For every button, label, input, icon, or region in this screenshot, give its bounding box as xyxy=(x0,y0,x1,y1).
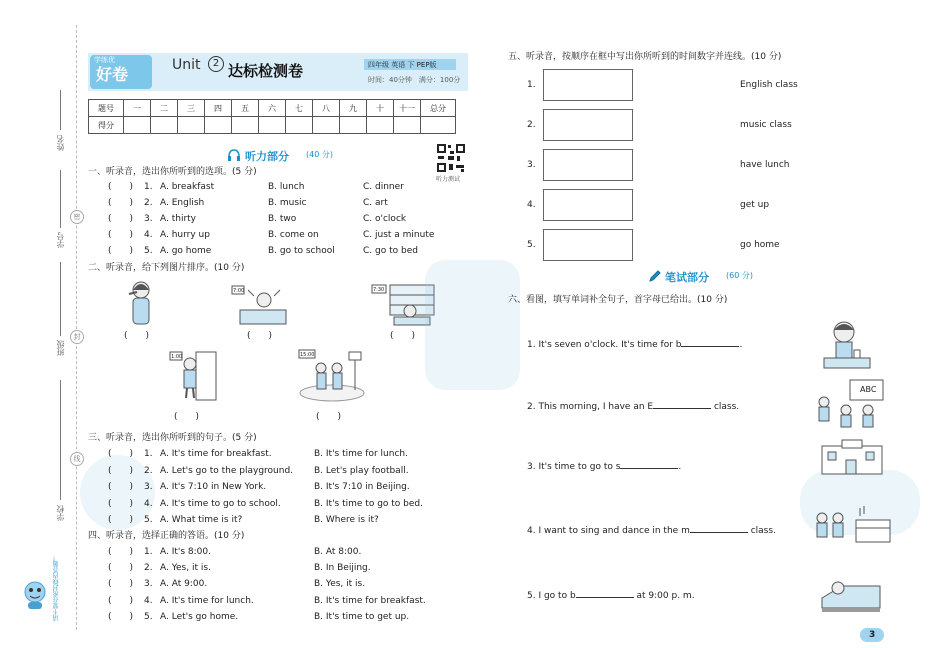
number-label: 学号 xyxy=(56,232,65,248)
section4-title: 四、听录音，选择正确的答语。(10 分) xyxy=(88,531,245,541)
option-a: A. It's 7:10 in New York. xyxy=(160,482,267,492)
score-cell[interactable] xyxy=(313,117,340,134)
option-a: A. go home xyxy=(160,246,212,256)
sentence-text: class. xyxy=(711,402,740,412)
option-b: B. Let's play football. xyxy=(314,466,409,476)
item-number: 2. xyxy=(144,466,153,476)
picture-girl-breakfast xyxy=(822,318,872,370)
score-cell[interactable] xyxy=(394,117,421,134)
item-number: 3. xyxy=(527,160,536,170)
item-number: 2. xyxy=(527,120,536,130)
unit-label: Unit xyxy=(172,57,201,73)
option-c: C. dinner xyxy=(363,182,404,192)
answer-paren[interactable]: ( ) xyxy=(108,449,134,459)
item-number: 5. xyxy=(144,515,153,525)
logo-top-text: 学练优 xyxy=(94,56,115,64)
table-cell: 总分 xyxy=(421,100,456,117)
item-number: 4. xyxy=(144,596,153,606)
option-a: A. breakfast xyxy=(160,182,215,192)
answer-paren[interactable]: ( ) xyxy=(108,579,134,589)
class-label: 班级 xyxy=(56,340,65,356)
score-cell[interactable] xyxy=(340,117,367,134)
clock-label: 1:00 xyxy=(171,354,183,360)
answer-paren[interactable]: ( ) xyxy=(108,499,134,509)
option-c: C. o'clock xyxy=(363,214,407,224)
fill-sentence-3 xyxy=(527,460,681,473)
option-a: A. English xyxy=(160,198,205,208)
answer-paren[interactable]: ( ) xyxy=(316,412,342,422)
binding-dashed-line xyxy=(76,25,77,630)
clock-label: 7:00 xyxy=(233,288,245,294)
sentence-text: class. xyxy=(747,526,776,536)
option-c: C. go to bed xyxy=(363,246,418,256)
table-cell: 题号 xyxy=(89,100,124,117)
item-number: 1. xyxy=(144,547,153,557)
picture-girl-going-to-bed xyxy=(818,568,883,614)
option-a: A. What time is it? xyxy=(160,515,243,525)
logo-main-text: 好卷 xyxy=(96,65,129,84)
activity-label[interactable]: music class xyxy=(740,120,792,130)
picture-school xyxy=(812,438,890,478)
pencil-icon xyxy=(648,268,662,282)
fill-sentence-1 xyxy=(527,338,742,351)
sentence-text: 1. It's seven o'clock. It's time for b xyxy=(527,340,682,350)
option-a: A. It's time to go to school. xyxy=(160,499,281,509)
item-number: 1. xyxy=(144,182,153,192)
answer-paren[interactable]: ( ) xyxy=(174,412,200,422)
option-a: A. Let's go home. xyxy=(160,612,239,622)
option-a: A. Let's go to the playground. xyxy=(160,466,294,476)
score-table-header-row xyxy=(89,100,456,117)
option-a: A. It's 8:00. xyxy=(160,547,211,557)
score-cell[interactable] xyxy=(286,117,313,134)
option-b: B. Yes, it is. xyxy=(314,579,366,589)
listening-points: (40 分) xyxy=(306,150,333,159)
name-line xyxy=(60,90,61,130)
abc-label: ABC xyxy=(860,385,877,394)
answer-paren[interactable]: ( ) xyxy=(108,612,134,622)
item-number: 5. xyxy=(144,246,153,256)
school-label: 学校 xyxy=(56,505,65,521)
listening-title: 听力部分 xyxy=(245,150,289,163)
answer-blank[interactable] xyxy=(690,524,748,533)
section5-title: 五、听录音，按顺序在框中写出你所听到的时间数字并连线。(10 分) xyxy=(508,52,782,62)
score-table-score-row xyxy=(89,117,456,134)
clock-label: 15:00 xyxy=(300,352,315,358)
page-title: 达标检测卷 xyxy=(228,62,304,80)
number-line xyxy=(60,170,61,228)
picture-girl-brushing-teeth xyxy=(115,278,160,328)
writing-points: (60 分) xyxy=(726,271,753,280)
table-cell: 得分 xyxy=(89,117,124,134)
mascot-note: 请不要在密封线内答题！ xyxy=(53,555,60,621)
section6-title: 六、看图，填写单词补全句子，首字母已给出。(10 分) xyxy=(508,295,728,305)
watermark-logo xyxy=(425,260,520,390)
score-cell[interactable] xyxy=(367,117,394,134)
option-b: B. It's time for lunch. xyxy=(314,449,408,459)
item-number: 1. xyxy=(527,80,536,90)
item-number: 1. xyxy=(144,449,153,459)
time-answer-box[interactable] xyxy=(543,189,633,221)
table-cell: 一 xyxy=(124,100,151,117)
answer-paren[interactable]: ( ) xyxy=(108,214,134,224)
table-cell: 五 xyxy=(232,100,259,117)
option-c: C. just a minute xyxy=(363,230,435,240)
score-cell[interactable] xyxy=(124,117,151,134)
item-number: 4. xyxy=(527,200,536,210)
section1-title: 一、听录音，选出你所听到的选项。(5 分) xyxy=(88,167,257,177)
option-b: B. It's 7:10 in Beijing. xyxy=(314,482,410,492)
answer-paren[interactable]: ( ) xyxy=(108,515,134,525)
item-number: 4. xyxy=(144,230,153,240)
option-b: B. two xyxy=(268,214,297,224)
activity-label[interactable]: English class xyxy=(740,80,798,90)
item-number: 3. xyxy=(144,579,153,589)
item-number: 4. xyxy=(144,499,153,509)
option-a: A. hurry up xyxy=(160,230,210,240)
line-mark: 线 xyxy=(70,452,84,466)
clock-label: 7:30 xyxy=(373,287,385,293)
item-number: 5. xyxy=(527,240,536,250)
headphones-icon xyxy=(227,147,241,161)
qr-code[interactable] xyxy=(436,143,466,173)
sentence-text: . xyxy=(678,462,682,472)
page-number: 3 xyxy=(869,630,876,640)
answer-paren[interactable]: ( ) xyxy=(108,230,134,240)
time-answer-box[interactable] xyxy=(543,69,633,101)
answer-blank[interactable] xyxy=(681,338,739,347)
grade-info: 四年级 英语 下 PEP版 xyxy=(368,61,437,69)
score-cell[interactable] xyxy=(205,117,232,134)
option-b: B. It's time to get up. xyxy=(314,612,410,622)
picture-music-class xyxy=(810,500,894,550)
fill-sentence-4 xyxy=(527,524,776,537)
class-line xyxy=(60,262,61,336)
answer-paren[interactable]: ( ) xyxy=(108,596,134,606)
sentence-text: 2. This morning, I have an E xyxy=(527,402,654,412)
sentence-text: . xyxy=(739,340,743,350)
answer-paren[interactable]: ( ) xyxy=(108,246,134,256)
answer-blank[interactable] xyxy=(576,589,634,598)
score-cell[interactable] xyxy=(232,117,259,134)
time-answer-box[interactable] xyxy=(543,149,633,181)
activity-label[interactable]: have lunch xyxy=(740,160,790,170)
section2-title: 二、听录音，给下列图片排序。(10 分) xyxy=(88,263,245,273)
option-b: B. lunch xyxy=(268,182,305,192)
answer-paren[interactable]: ( ) xyxy=(124,331,150,341)
time-info: 时间：40分钟 满分：100分 xyxy=(368,76,461,84)
score-cell[interactable] xyxy=(151,117,178,134)
fill-sentence-5 xyxy=(527,589,695,602)
answer-paren[interactable]: ( ) xyxy=(108,182,134,192)
option-a: A. Yes, it is. xyxy=(160,563,211,573)
score-cell[interactable] xyxy=(259,117,286,134)
answer-blank[interactable] xyxy=(620,460,678,469)
answer-paren[interactable]: ( ) xyxy=(108,482,134,492)
answer-paren[interactable]: ( ) xyxy=(108,547,134,557)
item-number: 5. xyxy=(144,612,153,622)
option-b: B. It's time for breakfast. xyxy=(314,596,426,606)
answer-blank[interactable] xyxy=(653,400,711,409)
sentence-text: at 9:00 p. m. xyxy=(633,591,695,601)
item-number: 2. xyxy=(144,198,153,208)
option-b: B. At 8:00. xyxy=(314,547,362,557)
answer-paren[interactable]: ( ) xyxy=(108,198,134,208)
sentence-text: 4. I want to sing and dance in the m xyxy=(527,526,690,536)
table-cell: 三 xyxy=(178,100,205,117)
table-cell: 二 xyxy=(151,100,178,117)
table-cell: 八 xyxy=(313,100,340,117)
table-cell: 九 xyxy=(340,100,367,117)
option-b: B. go to school xyxy=(268,246,335,256)
sentence-text: 5. I go to b xyxy=(527,591,576,601)
activity-label[interactable]: get up xyxy=(740,200,770,210)
score-table xyxy=(88,99,456,134)
score-cell[interactable] xyxy=(178,117,205,134)
sentence-text: 3. It's time to go to s xyxy=(527,462,621,472)
item-number: 2. xyxy=(144,563,153,573)
time-answer-box[interactable] xyxy=(543,109,633,141)
option-b: B. come on xyxy=(268,230,319,240)
name-label: 姓名 xyxy=(56,135,65,151)
table-cell: 四 xyxy=(205,100,232,117)
item-number: 3. xyxy=(144,482,153,492)
option-a: A. At 9:00. xyxy=(160,579,208,589)
option-b: B. It's time to go to bed. xyxy=(314,499,423,509)
option-b: B. Where is it? xyxy=(314,515,379,525)
unit-number: 2 xyxy=(208,56,224,72)
answer-paren[interactable]: ( ) xyxy=(390,331,416,341)
option-b: B. music xyxy=(268,198,307,208)
item-number: 3. xyxy=(144,214,153,224)
answer-paren[interactable]: ( ) xyxy=(108,563,134,573)
qr-label: 听力测试 xyxy=(436,176,461,183)
answer-paren[interactable]: ( ) xyxy=(108,466,134,476)
table-cell: 十一 xyxy=(394,100,421,117)
seal-mark: 密 xyxy=(70,210,84,224)
section3-title: 三、听录音，选出你所听到的句子。(5 分) xyxy=(88,433,257,443)
table-cell: 十 xyxy=(367,100,394,117)
time-answer-box[interactable] xyxy=(543,229,633,261)
activity-label[interactable]: go home xyxy=(740,240,780,250)
option-a: A. thirty xyxy=(160,214,197,224)
answer-paren[interactable]: ( ) xyxy=(247,331,273,341)
mascot-icon xyxy=(22,580,48,610)
fill-sentence-2 xyxy=(527,400,739,413)
option-a: A. It's time for breakfast. xyxy=(160,449,272,459)
writing-title: 笔试部分 xyxy=(665,271,709,284)
table-cell: 七 xyxy=(286,100,313,117)
cut-mark: 封 xyxy=(70,330,84,344)
table-cell: 六 xyxy=(259,100,286,117)
score-cell[interactable] xyxy=(421,117,456,134)
school-line xyxy=(60,380,61,500)
option-b: B. In Beijing. xyxy=(314,563,371,573)
option-a: A. It's time for lunch. xyxy=(160,596,254,606)
option-c: C. art xyxy=(363,198,388,208)
